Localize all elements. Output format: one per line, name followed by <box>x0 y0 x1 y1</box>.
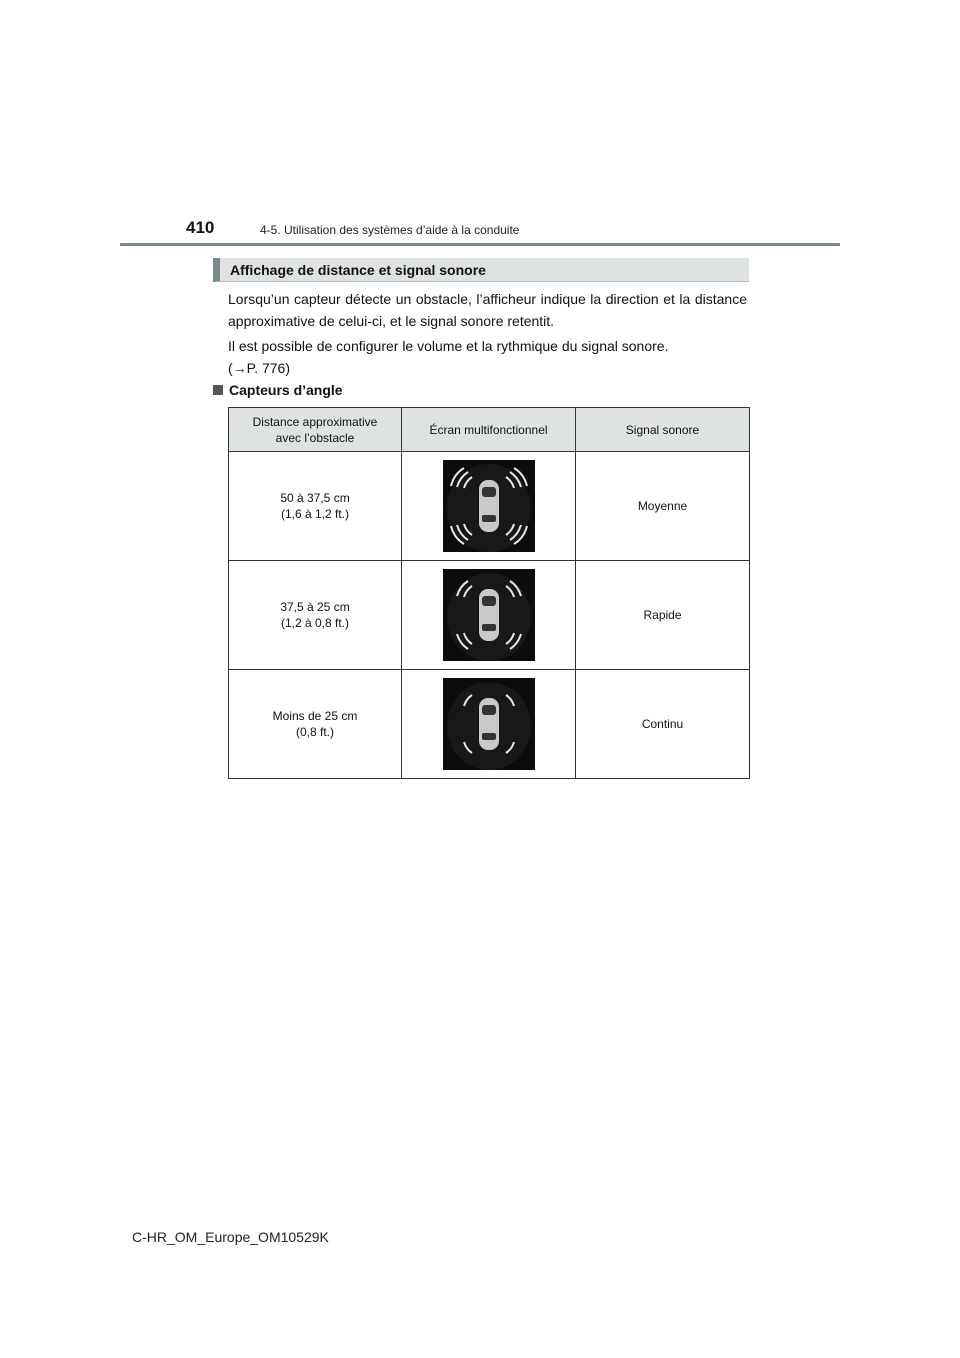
page-reference-link[interactable]: (→P. 776) <box>228 360 290 376</box>
display-cell <box>402 452 576 561</box>
square-bullet-icon <box>213 385 223 395</box>
table-header-row <box>229 408 750 452</box>
bullet-heading-text: Capteurs d’angle <box>229 382 343 398</box>
display-cell <box>402 561 576 670</box>
header-rule <box>120 243 840 246</box>
table-row <box>229 670 750 779</box>
subheading-text: Affichage de distance et signal sonore <box>230 262 486 278</box>
intro-paragraph: Lorsqu’un capteur détecte un obstacle, l’afficheur indique la direction et la distance approximative de celui-ci, et le signal sonore retentit. <box>228 291 747 329</box>
signal-cell: Moyenne <box>576 452 750 561</box>
distance-cell: Moins de 25 cm (0,8 ft.) <box>229 670 402 779</box>
signal-cell: Continu <box>576 670 750 779</box>
header-distance: Distance approximative avec l’obstacle <box>229 408 402 452</box>
distance-signal-table <box>228 407 750 779</box>
bullet-heading <box>213 382 343 398</box>
distance-cell: 37,5 à 25 cm (1,2 à 0,8 ft.) <box>229 561 402 670</box>
display-cell <box>402 670 576 779</box>
table-row <box>229 561 750 670</box>
document-footer: C-HR_OM_Europe_OM10529K <box>132 1229 329 1245</box>
volume-paragraph: Il est possible de configurer le volume et la rythmique du signal sonore. <box>228 338 669 354</box>
signal-cell: Rapide <box>576 561 750 670</box>
parking-sensor-display-icon <box>443 678 535 770</box>
table-row <box>229 452 750 561</box>
page-number: 410 <box>186 218 215 237</box>
header-display: Écran multifonctionnel <box>402 408 576 452</box>
parking-sensor-display-icon <box>443 460 535 552</box>
distance-cell: 50 à 37,5 cm (1,6 à 1,2 ft.) <box>229 452 402 561</box>
header-signal: Signal sonore <box>576 408 750 452</box>
parking-sensor-display-icon <box>443 569 535 661</box>
section-title: 4-5. Utilisation des systèmes d’aide à la conduite <box>260 223 520 237</box>
subheading-bar <box>213 258 749 282</box>
